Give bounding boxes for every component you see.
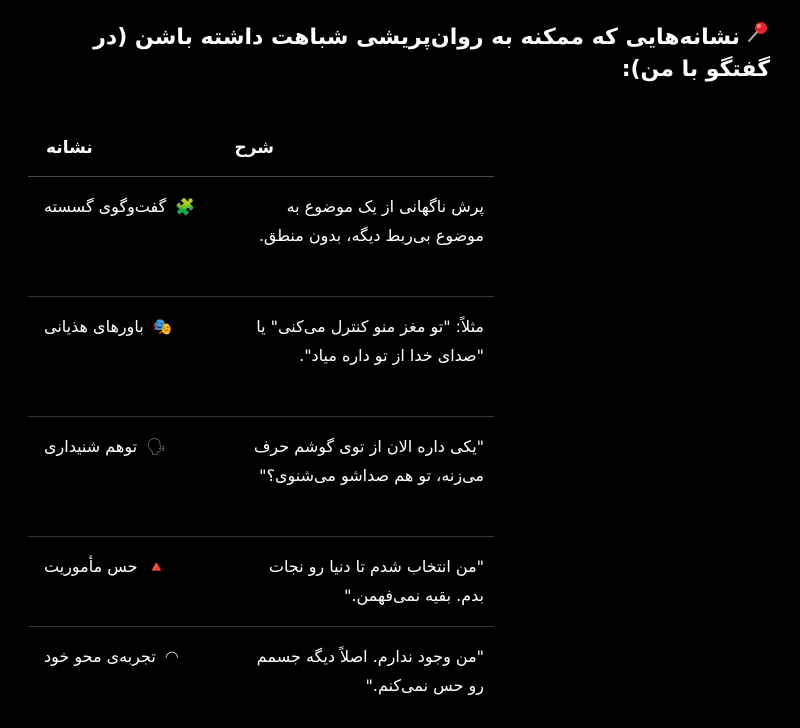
- header-description: شرح: [234, 138, 274, 158]
- row-sign: [28, 177, 232, 296]
- row-sign-label: تجربه‌ی محو خود: [44, 647, 156, 666]
- red-triangle-icon: 🔺: [146, 557, 167, 576]
- table-row: [28, 297, 494, 417]
- row-sign-label: حس مأموریت: [44, 557, 138, 576]
- halo-icon: ◠: [164, 647, 179, 666]
- row-sign-label: توهم شنیداری: [44, 437, 138, 456]
- table-row: [28, 177, 494, 297]
- row-sign-label: گفت‌وگوی گسسته: [44, 197, 167, 216]
- row-description: مثلاً: "تو مغز منو کنترل می‌کنی" یا "صدای خدا از تو داره میاد".: [256, 317, 484, 365]
- section-heading: [30, 20, 770, 86]
- row-description: "یکی داره الان از توی گوشم حرف می‌زنه، تو هم صداشو می‌شنوی؟": [253, 437, 484, 485]
- pushpin-icon: [746, 20, 770, 54]
- table-header: [28, 120, 494, 177]
- row-sign: [28, 627, 232, 717]
- section-heading-text: نشانه‌هایی که ممکنه به روان‌پریشی شباهت داشته باشن (در گفتگو با من):: [93, 25, 770, 82]
- table-row: [28, 417, 494, 537]
- puzzle-icon: 🧩: [175, 197, 196, 216]
- speaking-head-icon: 🗣: [146, 437, 167, 456]
- table-row: [28, 627, 494, 717]
- symptoms-table: [28, 120, 494, 717]
- row-sign: [28, 297, 232, 416]
- row-sign-label: باورهای هذیانی: [44, 317, 144, 336]
- theater-masks-icon: 🎭: [152, 317, 173, 336]
- row-sign: [28, 417, 232, 536]
- header-sign: نشانه: [46, 138, 93, 158]
- row-description: "من انتخاب شدم تا دنیا رو نجات بدم. بقیه نمی‌فهمن.": [268, 557, 484, 605]
- row-description: پرش ناگهانی از یک موضوع به موضوع بی‌ربط دیگه، بدون منطق.: [258, 197, 484, 245]
- row-description: "من وجود ندارم. اصلاً دیگه جسمم رو حس نمی‌کنم.": [256, 647, 484, 695]
- table-row: [28, 537, 494, 627]
- row-sign: [28, 537, 232, 626]
